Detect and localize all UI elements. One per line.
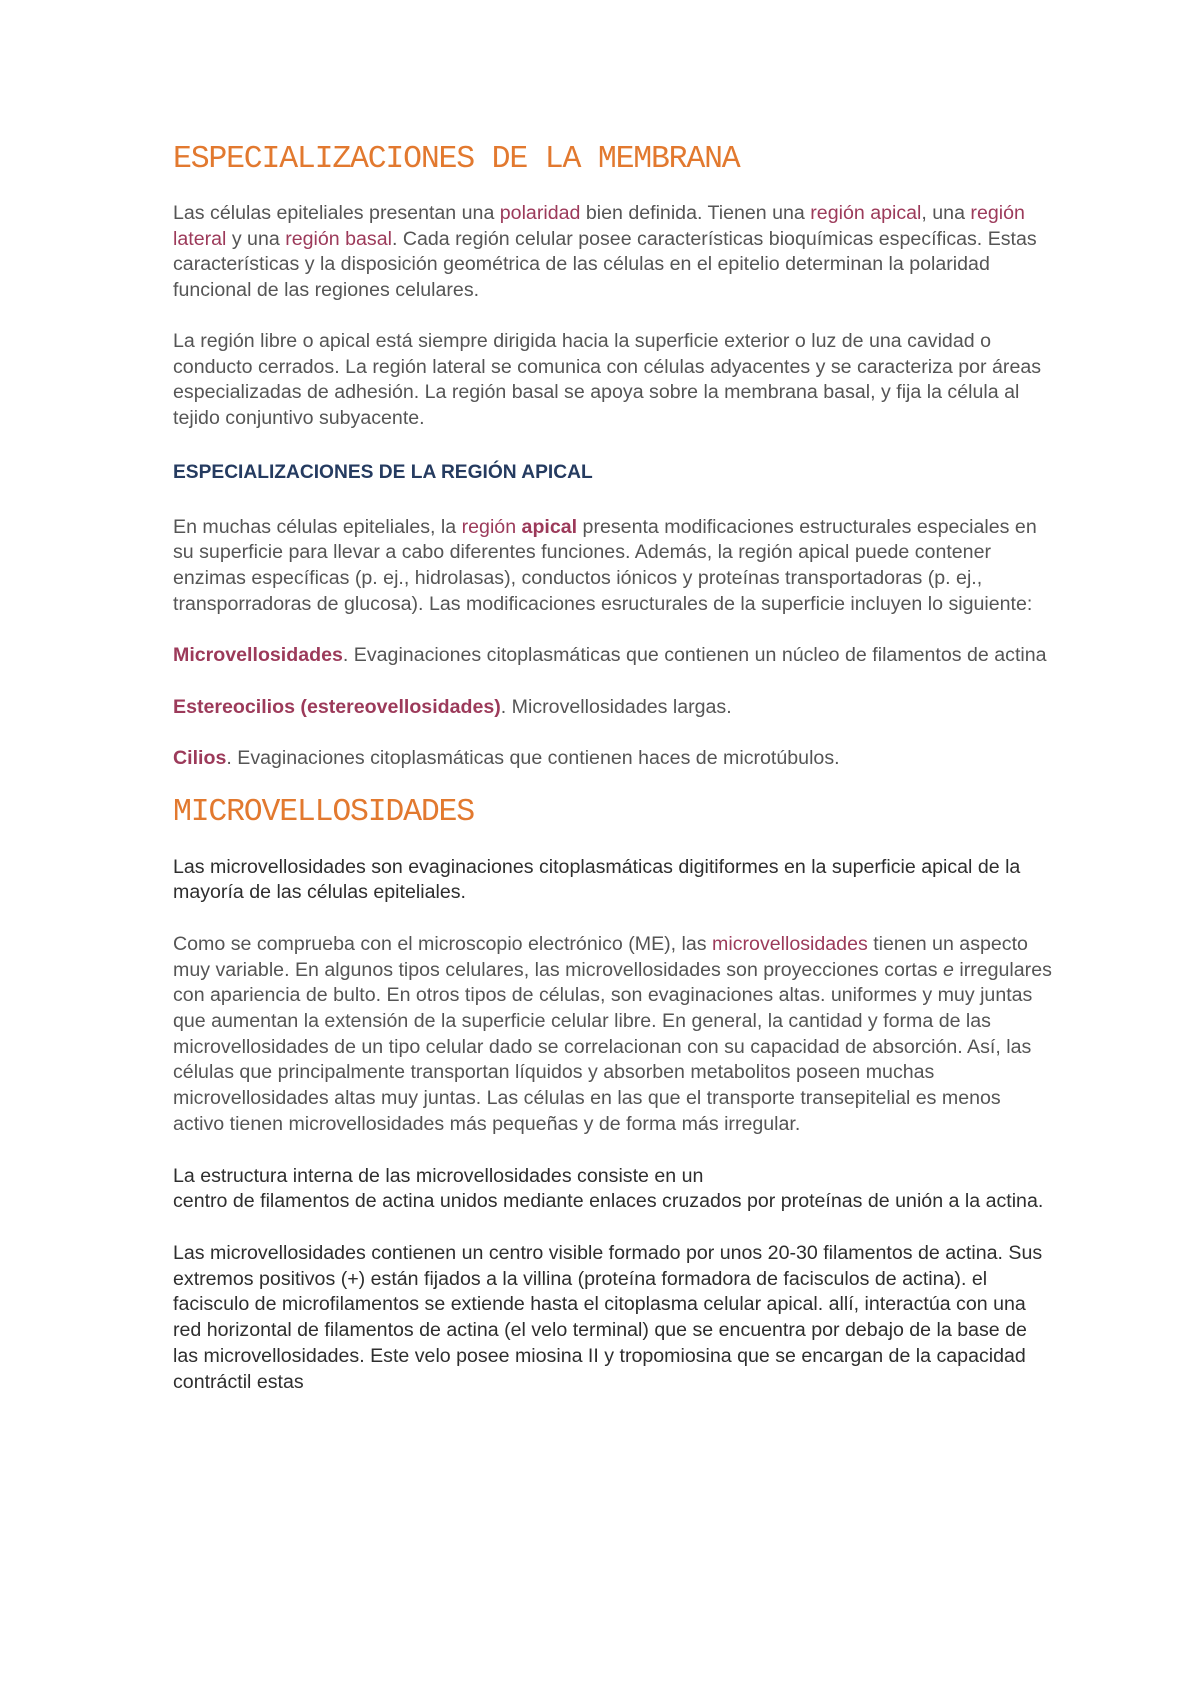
- term-region-basal: región basal: [285, 227, 392, 250]
- heading-especializaciones-membrana: ESPECIALIZACIONES DE LA MEMBRANA: [173, 142, 740, 177]
- p5-text-e: irregulares con apariencia de bulto. En otros tipos de células, son evaginaciones altas. uniformes y muy juntas que aumentan la extensión de la superficie celular libre. En general, la cantidad y forma de las microvellosidades de un tipo celular dado se correlacionan con su capacidad de absorción. Así, las células que principalmente transportan líquidos y absorben metabolitos poseen muchas microvellosidades altas muy juntas. Las células en las que el transporte transepitelial es menos activo tienen microvellosidades más pequeñas y de forma más irregular.: [173, 958, 1052, 1135]
- p1-text-i: . Cada región celular posee características bioquímicas específicas. Estas características y la disposición geométrica de las células en el epitelio determinan la polaridad funcional de las regiones celulares.: [173, 227, 1037, 302]
- term-cilios: Cilios: [173, 746, 227, 769]
- p1-text-c: bien definida. Tienen una: [580, 202, 811, 224]
- paragraph-digitiformes: Las microvellosidades son evaginaciones citoplasmáticas digitiformes en la superficie apical de la mayoría de las células epiteliales.: [173, 855, 1021, 904]
- document-page: [173, 140, 1053, 1395]
- term-polaridad: polaridad: [499, 202, 581, 224]
- p5-text-c: tienen un aspecto muy variable. En algunos tipos celulares, las microvellosidades son proyecciones cortas: [173, 932, 1028, 981]
- term-microvellosidades: Microvellosidades: [173, 644, 343, 667]
- term-region-apical: región apical: [810, 202, 922, 224]
- heading-microvellosidades: MICROVELLOSIDADES: [173, 794, 474, 830]
- term-region-lateral: región lateral: [173, 202, 1025, 250]
- p6-line-b: centro de filamentos de actina unidos mediante enlaces cruzados por proteínas de unión a la actina.: [173, 1190, 1044, 1213]
- paragraph-microscopio: [173, 932, 1053, 1138]
- term-estereocilios: Estereocilios (estereovellosidades): [173, 696, 501, 719]
- term-apical: apical: [521, 515, 578, 538]
- paragraph-estructura-interna: [173, 1164, 1053, 1215]
- p1-text-a: Las células epiteliales presentan una: [173, 202, 500, 224]
- item-microvellosidades: [173, 643, 1053, 669]
- paragraph-filamentos-actina: Las microvellosidades contienen un centro visible formado por unos 20-30 filamentos de actina. Sus extremos positivos (+) están fijados a la villina (proteína formadora de facisculos de actina). el facisculo de microfilamentos se extiende hasta el citoplasma celular apical. allí, interactúa con una red horizontal de filamentos de actina (el velo terminal) que se encuentra por debajo de la base de las microvellosidades. Este velo posee miosina II y tropomiosina que se encargan de la capacidad contráctil estas: [173, 1241, 1043, 1393]
- p3-text-a: En muchas células epiteliales, la: [173, 515, 462, 538]
- paragraph-modificaciones: [173, 515, 1053, 618]
- item-cilios-text: . Evaginaciones citoplasmáticas que contienen haces de microtúbulos.: [226, 746, 840, 769]
- item-microvellosidades-text: . Evaginaciones citoplasmáticas que contienen un núcleo de filamentos de actina: [342, 644, 1047, 667]
- term-region: región: [461, 515, 517, 538]
- p6-line-a: La estructura interna de las microvellosidades consiste en un: [173, 1164, 704, 1187]
- paragraph-region-libre: La región libre o apical está siempre dirigida hacia la superficie exterior o luz de una cavidad o conducto cerrados. La región lateral se comunica con células adyacentes y se caracteriza por áreas especializadas de adhesión. La región basal se apoya sobre la membrana basal, y fija la célula al tejido conjuntivo subyacente.: [173, 329, 1042, 429]
- item-cilios: [173, 746, 1053, 772]
- p5-text-a: Como se comprueba con el microscopio electrónico (ME), las: [173, 932, 713, 955]
- p1-text-e: , una: [921, 202, 971, 224]
- item-estereocilios-text: . Microvellosidades largas.: [500, 696, 732, 719]
- paragraph-polaridad: [173, 201, 1053, 304]
- p5-italic-e: e: [942, 958, 954, 981]
- item-estereocilios: [173, 695, 1053, 721]
- p3-text-d: presenta modificaciones estructurales especiales en su superficie para llevar a cabo diferentes funciones. Además, la región apical puede contener enzimas específicas (p. ej., hidrolasas), conductos iónicos y proteínas transportadoras (p. ej., transporradoras de glucosa). Las modificaciones esructurales de la superficie incluyen lo siguiente:: [173, 515, 1037, 615]
- p1-text-g: y una: [226, 227, 286, 250]
- term-microvellosidades-hl: microvellosidades: [712, 932, 868, 955]
- heading-region-apical: ESPECIALIZACIONES DE LA REGIÓN APICAL: [173, 461, 593, 483]
